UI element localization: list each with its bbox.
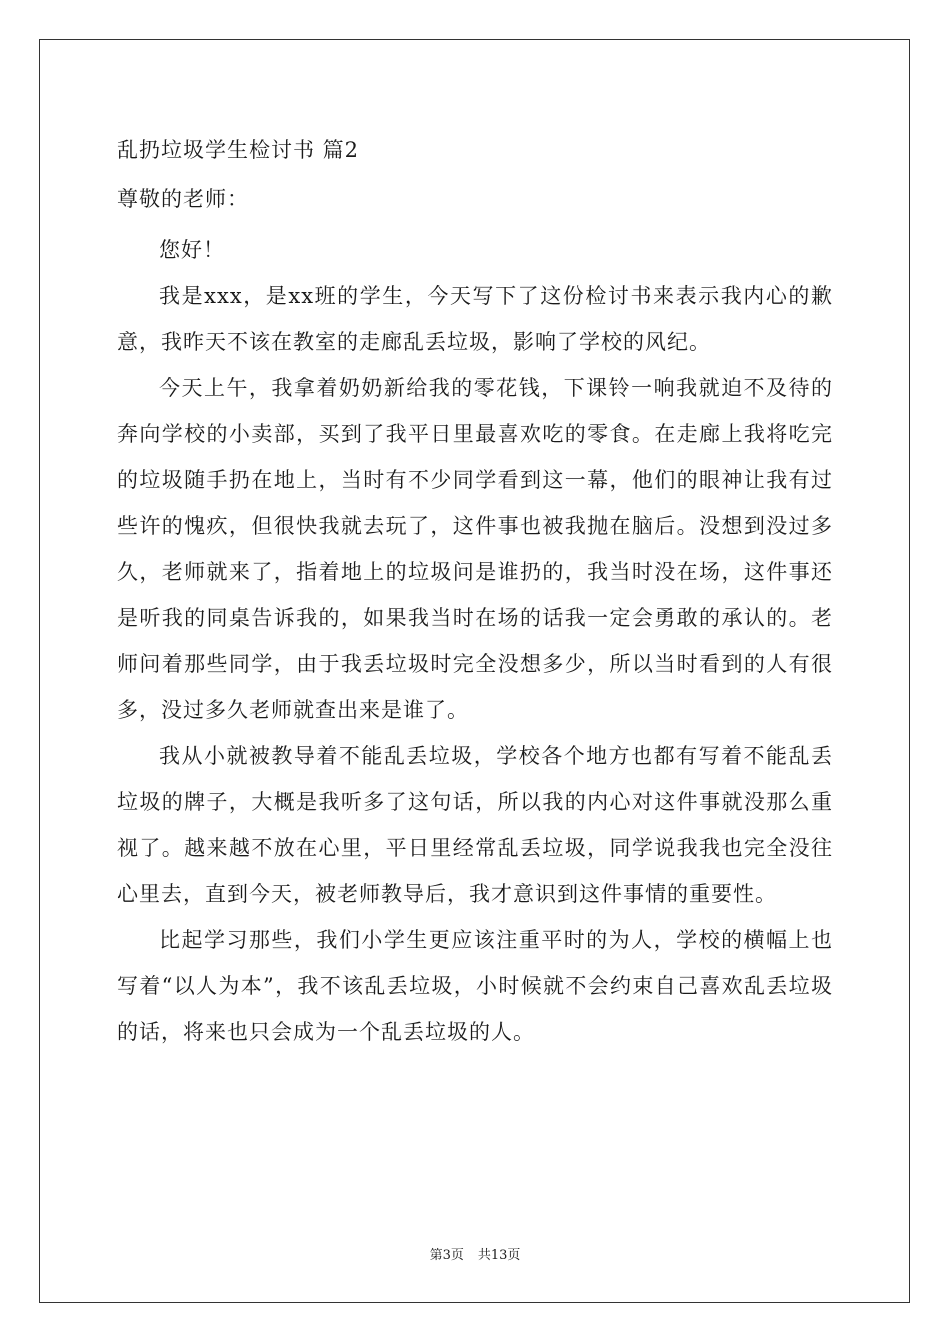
body-paragraph: 比起学习那些，我们小学生更应该注重平时的为人，学校的横幅上也写着“以人为本”，我不该乱丢垃圾，小时候就不会约束自己喜欢乱丢垃圾的话，将来也只会成为一个乱丢垃圾的人。 — [117, 928, 833, 1044]
body-paragraph: 我是xxx，是xx班的学生，今天写下了这份检讨书来表示我内心的歉意，我昨天不该在教室的走廊乱丢垃圾，影响了学校的风纪。 — [117, 284, 833, 354]
letter-body — [117, 227, 833, 1055]
body-paragraph: 今天上午，我拿着奶奶新给我的零花钱，下课铃一响我就迫不及待的奔向学校的小卖部，买到了我平日里最喜欢吃的零食。在走廊上我将吃完的垃圾随手扔在地上，当时有不少同学看到这一幕，他们的眼神让我有过些许的愧疚，但很快我就去玩了，这件事也被我抛在脑后。没想到没过多久，老师就来了，指着地上的垃圾问是谁扔的，我当时没在场，这件事还是听我的同桌告诉我的，如果我当时在场的话我一定会勇敢的承认的。老师问着那些同学，由于我丢垃圾时完全没想多少，所以当时看到的人有很多，没过多久老师就查出来是谁了。 — [117, 376, 833, 722]
document-title: 乱扔垃圾学生检讨书 篇2 — [117, 138, 360, 162]
page-total: 共13页 — [477, 1248, 521, 1263]
greeting-paragraph: 您好！ — [159, 238, 225, 262]
body-paragraph: 我从小就被教导着不能乱丢垃圾，学校各个地方也都有写着不能乱丢垃圾的牌子，大概是我听多了这句话，所以我的内心对这件事就没那么重视了。越来越不放在心里，平日里经常乱丢垃圾，同学说我我也完全没往心里去，直到今天，被老师教导后，我才意识到这件事情的重要性。 — [117, 744, 833, 906]
page-number: 第3页 — [429, 1248, 464, 1263]
salutation: 尊敬的老师： — [117, 187, 249, 211]
page-footer — [0, 1247, 950, 1265]
